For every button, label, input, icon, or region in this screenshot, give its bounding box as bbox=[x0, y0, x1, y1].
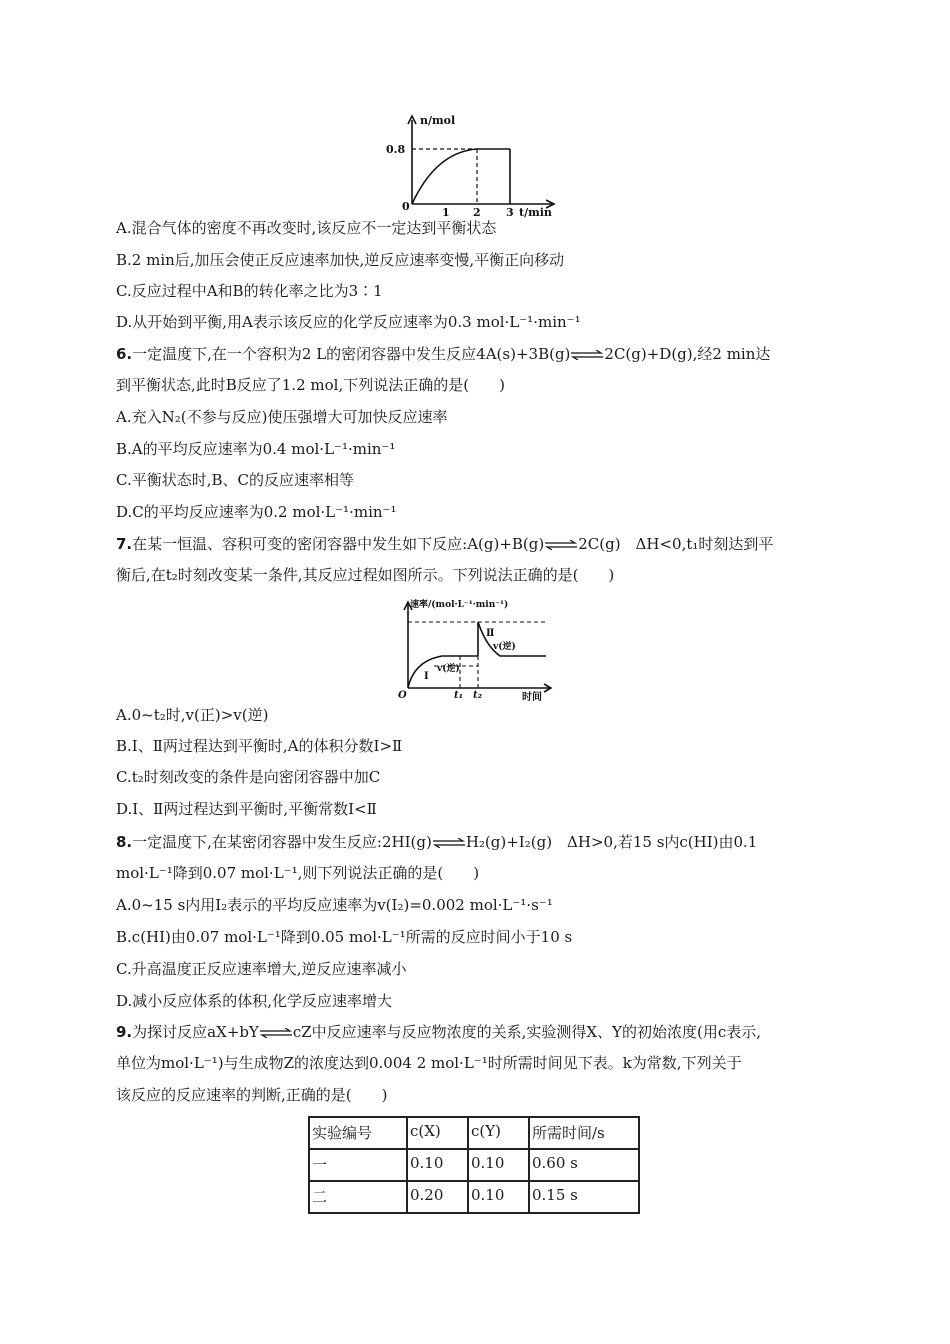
table-header-row bbox=[309, 1117, 639, 1149]
table-cell: 0.10 bbox=[407, 1149, 468, 1181]
table-row bbox=[309, 1181, 639, 1213]
q6-option-d: D.C的平均反应速率为0.2 mol·L⁻¹·min⁻¹ bbox=[116, 503, 397, 521]
table-cell: 0.10 bbox=[468, 1149, 529, 1181]
q9-stem-line2: 单位为mol·L⁻¹)与生成物Z的浓度达到0.004 2 mol·L⁻¹时所需时间见下表。k为常数,下列关于 bbox=[116, 1054, 742, 1072]
q6-option-a: A.充入N₂(不参与反应)使压强增大可加快反应速率 bbox=[116, 408, 448, 426]
q9-stem-line3: 该反应的反应速率的判断,正确的是( ) bbox=[116, 1086, 388, 1104]
q6-option-b: B.A的平均反应速率为0.4 mol·L⁻¹·min⁻¹ bbox=[116, 440, 396, 458]
table-row bbox=[309, 1149, 639, 1181]
table-header-cell: 所需时间/s bbox=[529, 1117, 639, 1149]
fig2-label-i: Ⅰ bbox=[424, 671, 429, 682]
equilibrium-arrow-icon bbox=[544, 540, 578, 550]
q7-option-a: A.0~t₂时,v(正)>v(逆) bbox=[116, 706, 269, 724]
table-cell: 0.15 s bbox=[529, 1181, 639, 1213]
q6-number: 6. bbox=[116, 345, 133, 363]
fig2-t2: t₂ bbox=[473, 690, 482, 701]
q7-stem-line2: 衡后,在t₂时刻改变某一条件,其反应过程如图所示。下列说法正确的是( ) bbox=[116, 566, 615, 584]
q6-option-c: C.平衡状态时,B、C的反应速率相等 bbox=[116, 471, 354, 489]
q8-option-a: A.0~15 s内用I₂表示的平均反应速率为v(I₂)=0.002 mol·L⁻¹·s⁻¹ bbox=[116, 896, 553, 914]
q8-option-b: B.c(HI)由0.07 mol·L⁻¹降到0.05 mol·L⁻¹所需的反应时间小于10 s bbox=[116, 928, 573, 946]
q7-option-c: C.t₂时刻改变的条件是向密闭容器中加C bbox=[116, 768, 381, 786]
q5-option-a: A.混合气体的密度不再改变时,该反应不一定达到平衡状态 bbox=[116, 219, 497, 237]
table-cell: 二 bbox=[309, 1181, 407, 1213]
q7-number: 7. bbox=[116, 535, 133, 553]
fig1-origin: 0 bbox=[402, 200, 410, 213]
q9-number: 9. bbox=[116, 1023, 133, 1041]
q7-option-d: D.Ⅰ、Ⅱ两过程达到平衡时,平衡常数Ⅰ<Ⅱ bbox=[116, 800, 377, 818]
q8-option-c: C.升高温度正反应速率增大,逆反应速率减小 bbox=[116, 960, 407, 978]
table-cell: 0.10 bbox=[468, 1181, 529, 1213]
table-header-cell: c(X) bbox=[407, 1117, 468, 1149]
fig1-xlabel: t/min bbox=[519, 206, 552, 218]
q9-stem-line1: 9.为探讨反应aX+bY cZ中反应速率与反应物浓度的关系,实验测得X、Y的初始浓度(用c表示, bbox=[116, 1023, 762, 1041]
q8-stem-line1: 8.一定温度下,在某密闭容器中发生反应:2HI(g) H₂(g)+I₂(g) ΔH>0,若15 s内c(HI)由0.1 bbox=[116, 833, 758, 851]
equilibrium-arrow-icon bbox=[432, 838, 466, 848]
fig1-xtick-2: 2 bbox=[473, 206, 481, 218]
fig2-label-ii: Ⅱ bbox=[486, 628, 495, 639]
q8-option-d: D.减小反应体系的体积,化学反应速率增大 bbox=[116, 992, 393, 1010]
table-header-cell: c(Y) bbox=[468, 1117, 529, 1149]
fig1-ylabel: n/mol bbox=[420, 114, 456, 127]
q7-option-b: B.Ⅰ、Ⅱ两过程达到平衡时,A的体积分数Ⅰ>Ⅱ bbox=[116, 737, 403, 755]
q5-option-c: C.反应过程中A和B的转化率之比为3∶1 bbox=[116, 282, 383, 300]
equilibrium-arrow-icon bbox=[570, 350, 604, 360]
fig2-t1: t₁ bbox=[454, 690, 463, 701]
figure-rate-vs-time bbox=[394, 596, 554, 702]
q8-number: 8. bbox=[116, 833, 133, 851]
fig2-ylabel: 速率/(mol·L⁻¹·min⁻¹) bbox=[410, 600, 509, 610]
fig2-v-rev-1: v(逆) bbox=[437, 664, 460, 674]
fig1-xtick-3: 3 bbox=[506, 206, 514, 218]
q5-option-b: B.2 min后,加压会使正反应速率加快,逆反应速率变慢,平衡正向移动 bbox=[116, 251, 565, 269]
table-cell: 一 bbox=[309, 1149, 407, 1181]
q8-stem-line2: mol·L⁻¹降到0.07 mol·L⁻¹,则下列说法正确的是( ) bbox=[116, 864, 480, 882]
experiment-table bbox=[308, 1116, 640, 1214]
table-cell: 0.60 s bbox=[529, 1149, 639, 1181]
fig2-origin: O bbox=[398, 690, 407, 701]
table-header-cell: 实验编号 bbox=[309, 1117, 407, 1149]
q7-stem-line1: 7.在某一恒温、容积可变的密闭容器中发生如下反应:A(g)+B(g) 2C(g) ΔH<0,t₁时刻达到平 bbox=[116, 535, 774, 553]
fig1-ytick: 0.8 bbox=[386, 143, 406, 156]
fig1-xtick-1: 1 bbox=[442, 206, 450, 218]
table-cell: 0.20 bbox=[407, 1181, 468, 1213]
q6-stem-line2: 到平衡状态,此时B反应了1.2 mol,下列说法正确的是( ) bbox=[116, 376, 505, 394]
fig2-v-rev-2: v(逆) bbox=[493, 642, 516, 652]
equilibrium-arrow-icon bbox=[259, 1028, 293, 1038]
q5-option-d: D.从开始到平衡,用A表示该反应的化学反应速率为0.3 mol·L⁻¹·min⁻¹ bbox=[116, 313, 581, 331]
q6-stem-line1: 6.一定温度下,在一个容积为2 L的密闭容器中发生反应4A(s)+3B(g) 2C(g)+D(g),经2 min达 bbox=[116, 345, 771, 363]
fig2-xlabel: 时间 bbox=[522, 692, 542, 702]
figure-n-vs-t bbox=[376, 112, 556, 218]
